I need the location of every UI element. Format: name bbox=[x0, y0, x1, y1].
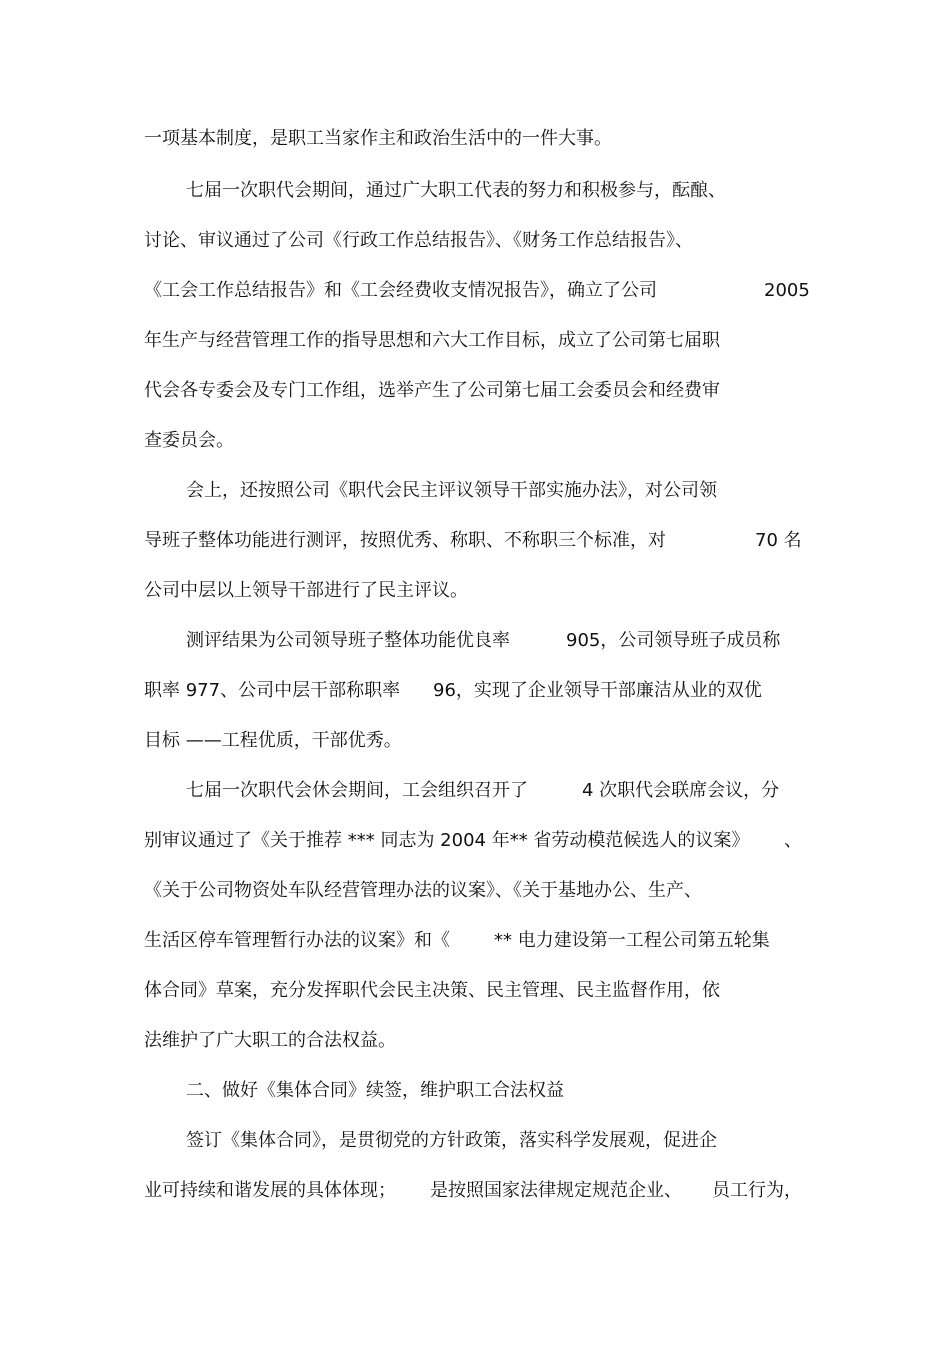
text-segment: 职率 977、公司中层干部称职率 bbox=[144, 680, 401, 701]
text-segment: 测评结果为公司领导班子整体功能优良率 bbox=[186, 630, 510, 651]
text-segment: 年生产与经营管理工作的指导思想和六大工作目标，成立了公司第七届职 bbox=[144, 330, 720, 351]
text-segment: 目标 ——工程优质，干部优秀。 bbox=[144, 730, 402, 751]
text-segment: 会上，还按照公司《职代会民主评议领导干部实施办法》，对公司领 bbox=[186, 480, 717, 501]
text-segment: 二、做好《集体合同》续签，维护职工合法权益 bbox=[186, 1080, 564, 1101]
text-segment: 96，实现了企业领导干部廉洁从业的双优 bbox=[433, 680, 762, 701]
text-segment: 签订《集体合同》，是贯彻党的方针政策，落实科学发展观，促进企 bbox=[186, 1130, 717, 1151]
text-segment: 查委员会。 bbox=[144, 430, 234, 451]
text-segment: 一项基本制度，是职工当家作主和政治生活中的一件大事。 bbox=[144, 128, 612, 149]
text-segment: 905，公司领导班子成员称 bbox=[566, 630, 781, 651]
text-segment: 七届一次职代会休会期间，工会组织召开了 bbox=[186, 780, 528, 801]
text-segment: 体合同》草案，充分发挥职代会民主决策、民主管理、民主监督作用，依 bbox=[144, 980, 720, 1001]
text-segment: 业可持续和谐发展的具体体现； bbox=[144, 1180, 396, 1201]
text-segment: ** 电力建设第一工程公司第五轮集 bbox=[494, 930, 770, 951]
text-segment: 70 名 bbox=[755, 530, 802, 551]
text-segment: 2005 bbox=[764, 280, 810, 301]
text-segment: 员工行为， bbox=[712, 1180, 802, 1201]
text-segment: 生活区停车管理暂行办法的议案》和《 bbox=[144, 930, 450, 951]
text-segment: 、 bbox=[784, 830, 802, 851]
text-segment: 代会各专委会及专门工作组，选举产生了公司第七届工会委员会和经费审 bbox=[144, 380, 720, 401]
text-segment: 讨论、审议通过了公司《行政工作总结报告》、《财务工作总结报告》、 bbox=[144, 230, 693, 251]
text-segment: 《关于公司物资处车队经营管理办法的议案》、《关于基地办公、生产、 bbox=[144, 880, 702, 901]
text-segment: 4 次职代会联席会议，分 bbox=[582, 780, 780, 801]
text-segment: 导班子整体功能进行测评，按照优秀、称职、不称职三个标准，对 bbox=[144, 530, 666, 551]
text-segment: 七届一次职代会期间，通过广大职工代表的努力和积极参与，酝酿、 bbox=[186, 180, 726, 201]
text-segment: 是按照国家法律规定规范企业、 bbox=[430, 1180, 682, 1201]
text-segment: 法维护了广大职工的合法权益。 bbox=[144, 1030, 396, 1051]
text-segment: 《工会工作总结报告》和《工会经费收支情况报告》，确立了公司 bbox=[144, 280, 657, 301]
text-segment: 公司中层以上领导干部进行了民主评议。 bbox=[144, 580, 468, 601]
text-segment: 别审议通过了《关于推荐 *** 同志为 2004 年** 省劳动模范候选人的议案》 bbox=[144, 830, 750, 851]
